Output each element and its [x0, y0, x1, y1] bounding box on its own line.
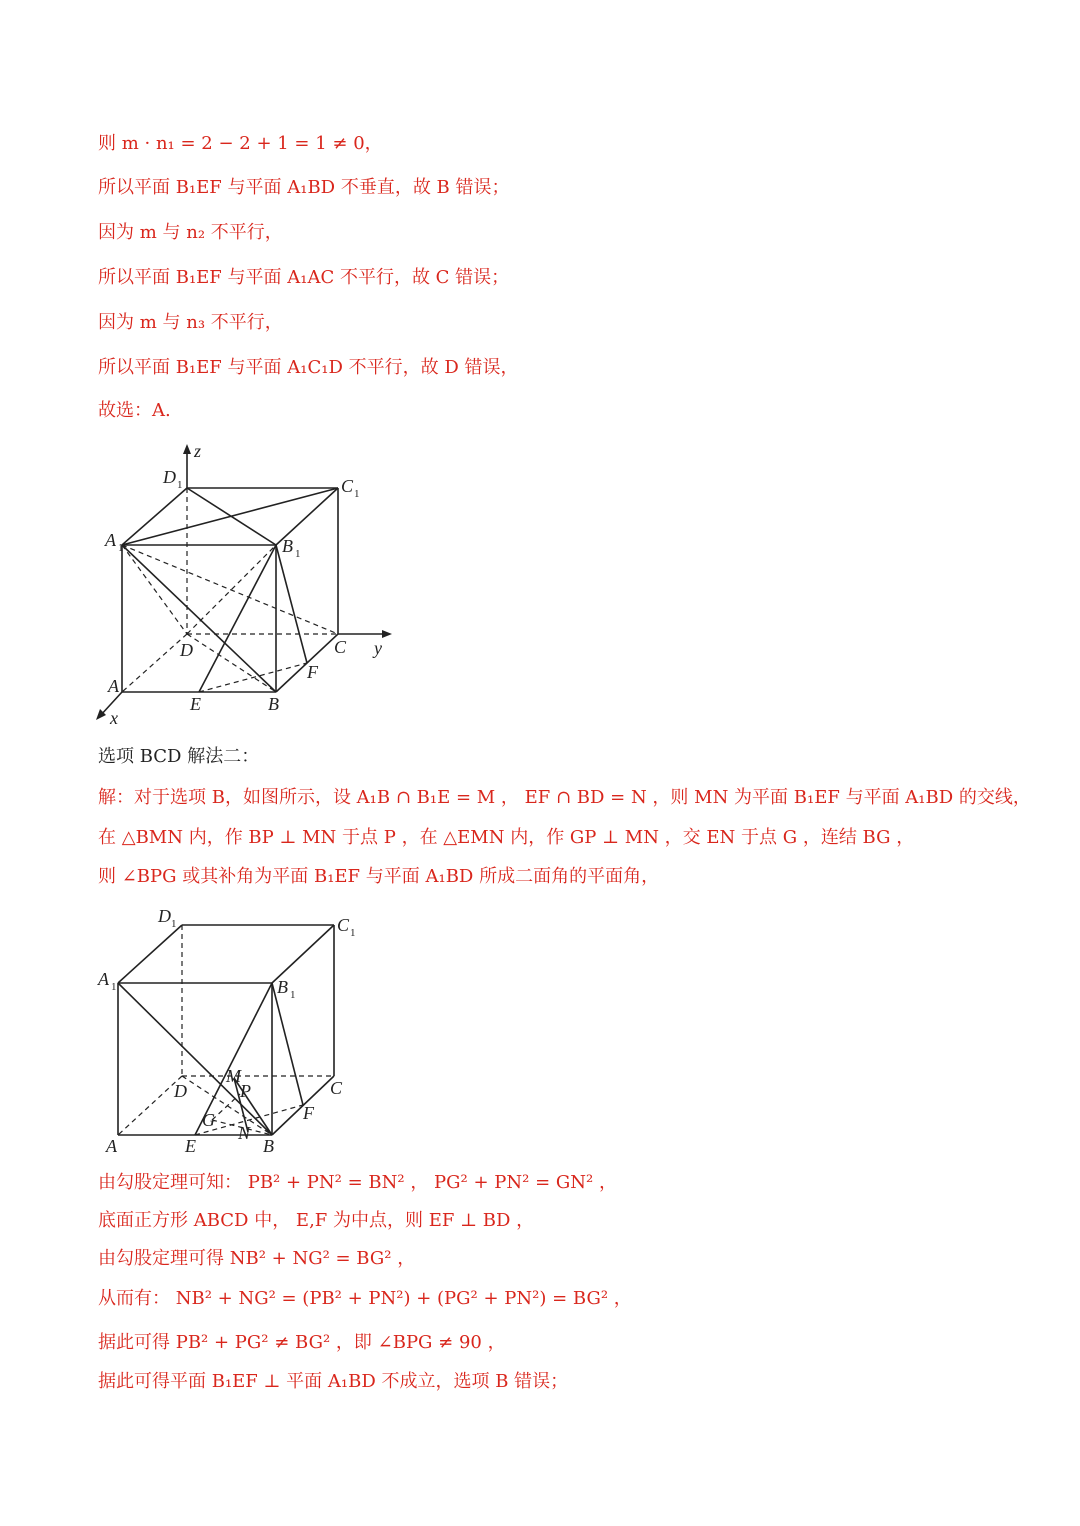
- svg-text:A: A: [105, 530, 116, 550]
- svg-text:E: E: [185, 1136, 196, 1156]
- text-line: 据此可得 PB² + PG² ≠ BG² ，即 ∠BPG ≠ 90 ，: [98, 1332, 506, 1353]
- svg-text:A: A: [106, 1136, 117, 1156]
- text-line: 则 m · n₁ = 2 − 2 + 1 = 1 ≠ 0，: [98, 133, 383, 154]
- cube-figure-2: [90, 900, 380, 1160]
- svg-text:C: C: [337, 915, 350, 935]
- svg-text:C: C: [341, 476, 354, 496]
- text-line: 底面正方形 ABCD 中， E,F 为中点，则 EF ⊥ BD ，: [98, 1210, 535, 1231]
- svg-text:1: 1: [171, 918, 177, 930]
- svg-text:B: B: [268, 694, 279, 714]
- text-line: 故选：A.: [98, 400, 171, 421]
- svg-text:D: D: [174, 1081, 187, 1101]
- svg-text:D: D: [163, 467, 176, 487]
- svg-text:A: A: [98, 969, 109, 989]
- svg-text:x: x: [110, 708, 118, 728]
- svg-text:1: 1: [350, 927, 356, 939]
- svg-text:N: N: [238, 1123, 251, 1143]
- text-line: 由勾股定理可得 NB² + NG² = BG² ，: [98, 1248, 416, 1269]
- svg-text:D: D: [180, 640, 193, 660]
- svg-text:y: y: [374, 638, 382, 658]
- text-line: 所以平面 B₁EF 与平面 A₁BD 不垂直，故 B 错误；: [98, 177, 510, 198]
- svg-text:1: 1: [111, 981, 117, 993]
- text-line: 由勾股定理可知： PB² + PN² = BN² ， PG² + PN² = GN² ，: [98, 1172, 617, 1193]
- svg-text:z: z: [194, 441, 202, 461]
- text-line: 所以平面 B₁EF 与平面 A₁AC 不平行，故 C 错误；: [98, 267, 510, 288]
- section-title: 选项 BCD 解法二：: [98, 746, 260, 767]
- svg-text:1: 1: [177, 479, 183, 491]
- svg-text:E: E: [190, 694, 201, 714]
- text-line: 在 △BMN 内，作 BP ⊥ MN 于点 P ，在 △EMN 内，作 GP ⊥ MN ，交 EN 于点 G ，连结 BG ，: [98, 827, 915, 848]
- svg-text:P: P: [240, 1081, 251, 1101]
- text-line: 所以平面 B₁EF 与平面 A₁C₁D 不平行，故 D 错误，: [98, 357, 519, 378]
- svg-text:C: C: [334, 637, 347, 657]
- svg-text:G: G: [202, 1110, 215, 1130]
- svg-text:C: C: [330, 1078, 343, 1098]
- text-line: 因为 m 与 n₂ 不平行，: [98, 222, 283, 243]
- svg-text:B: B: [263, 1136, 274, 1156]
- svg-text:F: F: [307, 662, 318, 682]
- text-line: 因为 m 与 n₃ 不平行，: [98, 312, 283, 333]
- text-line: 解：对于选项 B，如图所示，设 A₁B ∩ B₁E = M ， EF ∩ BD = N ，则 MN 为平面 B₁EF 与平面 A₁BD 的交线，: [98, 787, 1031, 808]
- svg-text:M: M: [226, 1066, 241, 1086]
- cube-figure-1: [90, 440, 410, 730]
- text-line: 则 ∠BPG 或其补角为平面 B₁EF 与平面 A₁BD 所成二面角的平面角，: [98, 866, 660, 887]
- svg-text:1: 1: [290, 989, 296, 1001]
- svg-text:1: 1: [118, 542, 124, 554]
- svg-text:1: 1: [354, 488, 360, 500]
- text-line: 从而有： NB² + NG² = (PB² + PN²) + (PG² + PN²) = BG² ，: [98, 1288, 632, 1309]
- svg-text:B: B: [282, 536, 293, 556]
- svg-text:B: B: [277, 977, 288, 997]
- svg-text:1: 1: [295, 548, 301, 560]
- svg-text:F: F: [303, 1103, 314, 1123]
- svg-text:D: D: [158, 906, 171, 926]
- svg-text:A: A: [108, 676, 119, 696]
- text-line: 据此可得平面 B₁EF ⊥ 平面 A₁BD 不成立，选项 B 错误；: [98, 1371, 569, 1392]
